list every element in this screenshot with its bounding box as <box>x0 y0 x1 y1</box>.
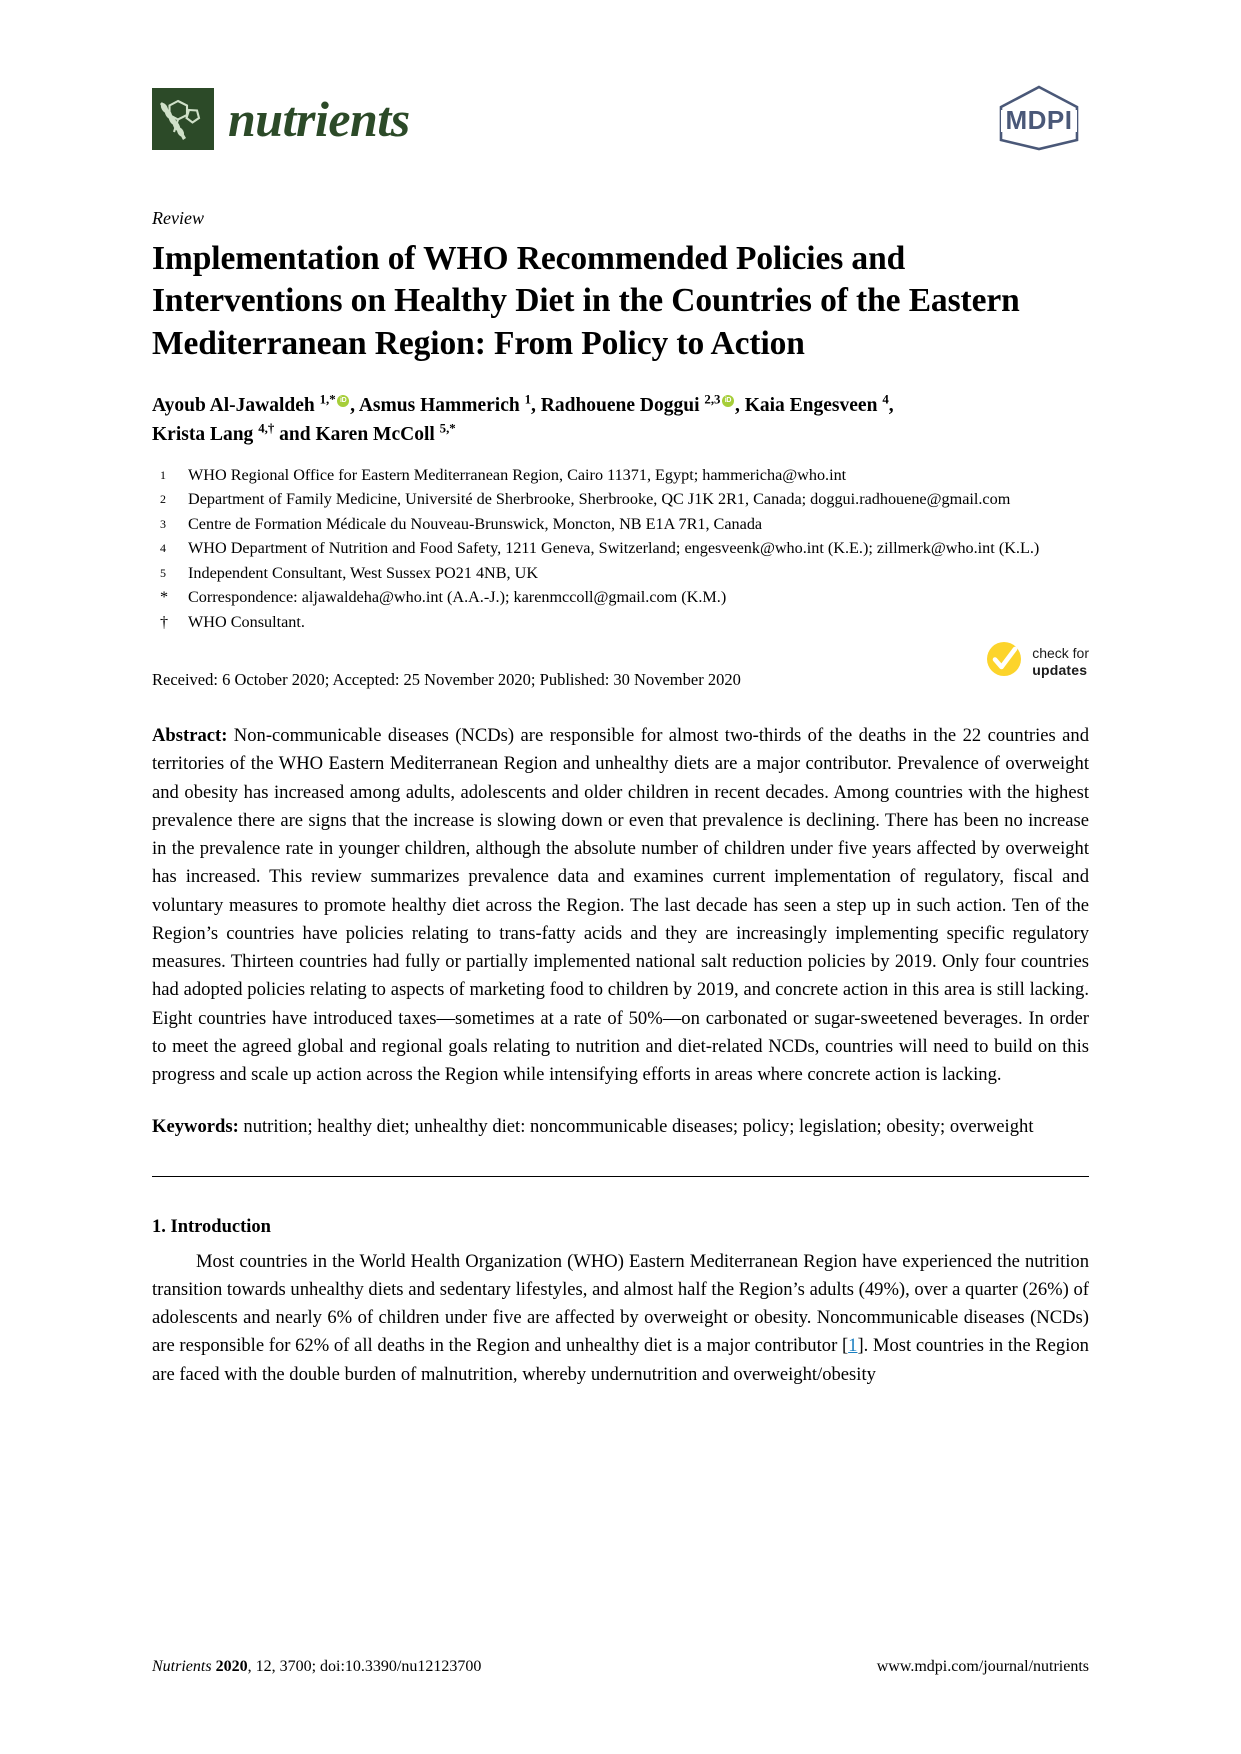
affiliation-item <box>152 513 1089 536</box>
orcid-icon[interactable] <box>337 395 349 407</box>
footer-journal-name: Nutrients <box>152 1658 212 1675</box>
author-name: , Radhouene Doggui <box>531 395 705 417</box>
author-name: , Kaia Engesveen <box>734 395 883 417</box>
check-for-updates-label <box>1032 645 1089 678</box>
svg-text:MDPI: MDPI <box>1005 105 1073 135</box>
affiliation-list <box>152 464 1089 634</box>
wheat-molecule-icon <box>152 88 214 150</box>
affiliation-marker: 3 <box>160 516 166 531</box>
abstract <box>152 722 1089 1089</box>
author-affil-marker: 5,* <box>439 421 456 436</box>
footnote-marker: † <box>160 612 169 631</box>
affiliation-item <box>152 537 1089 560</box>
page-content <box>152 0 1089 1389</box>
page-footer <box>152 1658 1089 1676</box>
affiliation-text: Department of Family Medicine, Université de Sherbrooke, Sherbrooke, QC J1K 2R1, Canada; doggui.radhouene@gmail.com <box>188 490 1011 509</box>
author-name: Ayoub Al-Jawaldeh <box>152 395 320 417</box>
author-affil-marker: 4 <box>882 392 889 407</box>
footnote-text: WHO Consultant. <box>188 612 305 631</box>
citation-link-1[interactable]: 1 <box>848 1335 858 1357</box>
crossmark-line2: updates <box>1032 661 1088 678</box>
footer-volume-doi: , 12, 3700; doi:10.3390/nu12123700 <box>247 1658 482 1675</box>
affiliation-marker: 2 <box>160 492 166 507</box>
section-divider <box>152 1176 1089 1177</box>
author-affil-marker: 4,† <box>258 421 275 436</box>
author-list <box>152 391 1089 450</box>
affiliation-marker: 4 <box>160 541 166 556</box>
footer-url[interactable]: www.mdpi.com/journal/nutrients <box>876 1658 1089 1675</box>
affiliation-item <box>152 562 1089 585</box>
journal-logo <box>152 88 410 150</box>
affiliation-marker: 5 <box>160 565 166 580</box>
journal-title: nutrients <box>228 91 410 147</box>
mdpi-hexagon-icon <box>989 82 1089 154</box>
author-name: , <box>888 395 894 417</box>
paragraph-text: ]. Most countries in the Region are faced with the double burden of malnutrition, whereby undernutrition and overweight/obesity <box>152 1335 1089 1385</box>
page-title: Implementation of WHO Recommended Policies and Interventions on Healthy Diet in the Countries of the Eastern Mediterranean Region: From Policy to Action <box>152 239 1020 362</box>
paragraph-text: Most countries in the World Health Organization (WHO) Eastern Mediterranean Region have experienced the nutrition transition towards unhealthy diets and sedentary lifestyles, and almost half the Region’s adults (49%), over a quarter (26%) of adolescents and nearly 6% of children under five are affected by overweight or obesity. Noncommunicable diseases (NCDs) are responsible for 62% of all deaths in the Region and unhealthy diet is a major contributor [ <box>152 1250 1089 1357</box>
check-for-updates-badge[interactable] <box>983 638 1089 685</box>
author-name: , Asmus Hammerich <box>350 395 525 417</box>
affiliation-text: WHO Department of Nutrition and Food Safety, 1211 Geneva, Switzerland; engesveenk@who.int (K.E.); zillmerk@who.int (K.L.) <box>188 539 1040 558</box>
publication-dates-row <box>152 645 1089 700</box>
correspondence-text: Correspondence: aljawaldeha@who.int (A.A.-J.); karenmccoll@gmail.com (K.M.) <box>188 588 727 607</box>
article-type: Review <box>152 208 204 228</box>
footnote-item <box>152 611 1089 634</box>
author-name: and Karen McColl <box>274 424 440 446</box>
affiliation-marker: 1 <box>160 467 166 482</box>
footer-citation <box>152 1658 481 1676</box>
affiliation-text: WHO Regional Office for Eastern Mediterranean Region, Cairo 11371, Egypt; hammericha@who.int <box>188 465 847 484</box>
abstract-text: Non-communicable diseases (NCDs) are responsible for almost two-thirds of the deaths in the 22 countries and territories of the WHO Eastern Mediterranean Region and unhealthy diets are a major contributor. Prevalence of overweight and obesity has increased among adults, adolescents and older children in recent decades. Among countries with the highest prevalence there are signs that the increase is slowing down or even that prevalence is declining. There has been no increase in the prevalence rate in younger children, although the absolute number of children under five years affected by overweight has increased. This review summarizes prevalence data and examines current implementation of regulatory, fiscal and voluntary measures to promote healthy diet across the Region. The last decade has seen a step up in such action. Ten of the Region’s countries have policies relating to trans-fatty acids and they are increasingly implementing specific regulatory measures. Thirteen countries had fully or partially implemented national salt reduction policies by 2019. Only four countries had adopted policies relating to aspects of marketing food to children by 2019, and concrete action in this area is still lacking. Eight countries have introduced taxes—sometimes at a rate of 50%—on carbonated or sugar-sweetened beverages. In order to meet the agreed global and regional goals relating to nutrition and diet-related NCDs, countries will need to build on this progress and scale up action across the Region while intensifying efforts in areas where concrete action is lacking. <box>152 725 1089 1086</box>
correspondence-item <box>152 586 1089 609</box>
affiliation-text: Centre de Formation Médicale du Nouveau-Brunswick, Moncton, NB E1A 7R1, Canada <box>188 514 763 533</box>
check-circle-icon <box>983 638 1025 685</box>
keywords <box>152 1113 1089 1141</box>
masthead <box>152 82 1089 194</box>
crossmark-line1: check for <box>1032 645 1089 662</box>
affiliation-item <box>152 464 1089 487</box>
abstract-label: Abstract: <box>152 725 228 747</box>
affiliation-item <box>152 488 1089 511</box>
correspondence-marker: * <box>160 588 169 607</box>
orcid-icon[interactable] <box>722 395 734 407</box>
introduction-paragraph <box>152 1248 1089 1389</box>
publication-dates: Received: 6 October 2020; Accepted: 25 November 2020; Published: 30 November 2020 <box>152 670 741 690</box>
author-affil-marker: 1,* <box>319 392 336 407</box>
author-name: Krista Lang <box>152 424 259 446</box>
keywords-text: nutrition; healthy diet; unhealthy diet: noncommunicable diseases; policy; legislation; obesity; overweight <box>238 1116 1034 1138</box>
footer-year: 2020 <box>215 1658 248 1675</box>
keywords-label: Keywords: <box>152 1116 239 1138</box>
author-affil-marker: 1 <box>524 392 532 407</box>
affiliation-text: Independent Consultant, West Sussex PO21 4NB, UK <box>188 563 539 582</box>
author-affil-marker: 2,3 <box>704 392 721 407</box>
section-heading-introduction: 1. Introduction <box>152 1216 271 1237</box>
